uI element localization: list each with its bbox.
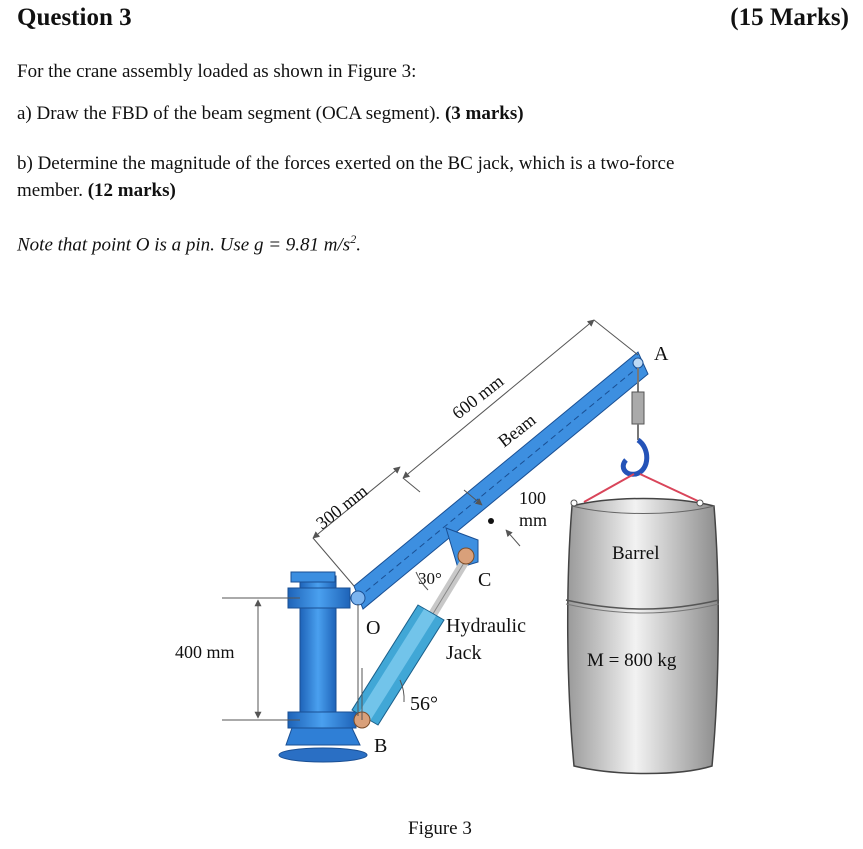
label-jack: Jack xyxy=(446,642,482,664)
label-400mm: 400 mm xyxy=(175,642,235,662)
part-a-text: a) Draw the FBD of the beam segment (OCA segment). xyxy=(17,103,445,124)
figure-caption: Figure 3 xyxy=(408,818,472,839)
label-a: A xyxy=(654,343,669,365)
pin-o-icon xyxy=(351,591,365,605)
label-b: B xyxy=(374,735,388,757)
label-mass: M = 800 kg xyxy=(587,650,677,671)
label-100mm-bottom: mm xyxy=(519,510,548,530)
intro-text: For the crane assembly loaded as shown in Figure 3: xyxy=(17,61,417,82)
part-b-marks: (12 marks) xyxy=(87,180,176,201)
question-title: Question 3 xyxy=(17,4,132,31)
label-600mm: 600 mm xyxy=(448,370,508,424)
part-b-line2-text: member. xyxy=(17,180,88,201)
label-hydraulic: Hydraulic xyxy=(446,615,526,637)
note-body: Note that point O is a pin. Use g = 9.81 m/s xyxy=(17,234,351,256)
beam-centroid-dot xyxy=(488,518,494,524)
label-angle-30: 30° xyxy=(418,569,442,588)
pin-a-icon xyxy=(633,358,643,368)
label-300mm: 300 mm xyxy=(312,480,372,534)
pin-c-icon xyxy=(458,548,474,564)
label-o: O xyxy=(366,617,381,639)
label-c: C xyxy=(478,569,492,591)
label-100mm-top: 100 xyxy=(519,488,546,508)
label-beam: Beam xyxy=(494,409,540,452)
note-end: . xyxy=(356,234,361,256)
label-angle-56: 56° xyxy=(410,693,438,715)
part-a-marks: (3 marks) xyxy=(444,103,524,124)
part-b-line1: b) Determine the magnitude of the forces exerted on the BC jack, which is a two-force xyxy=(17,153,675,174)
question-marks: (15 Marks) xyxy=(730,4,849,31)
note-exponent: 2 xyxy=(350,232,357,246)
barrel xyxy=(566,499,719,774)
label-barrel: Barrel xyxy=(612,543,660,564)
